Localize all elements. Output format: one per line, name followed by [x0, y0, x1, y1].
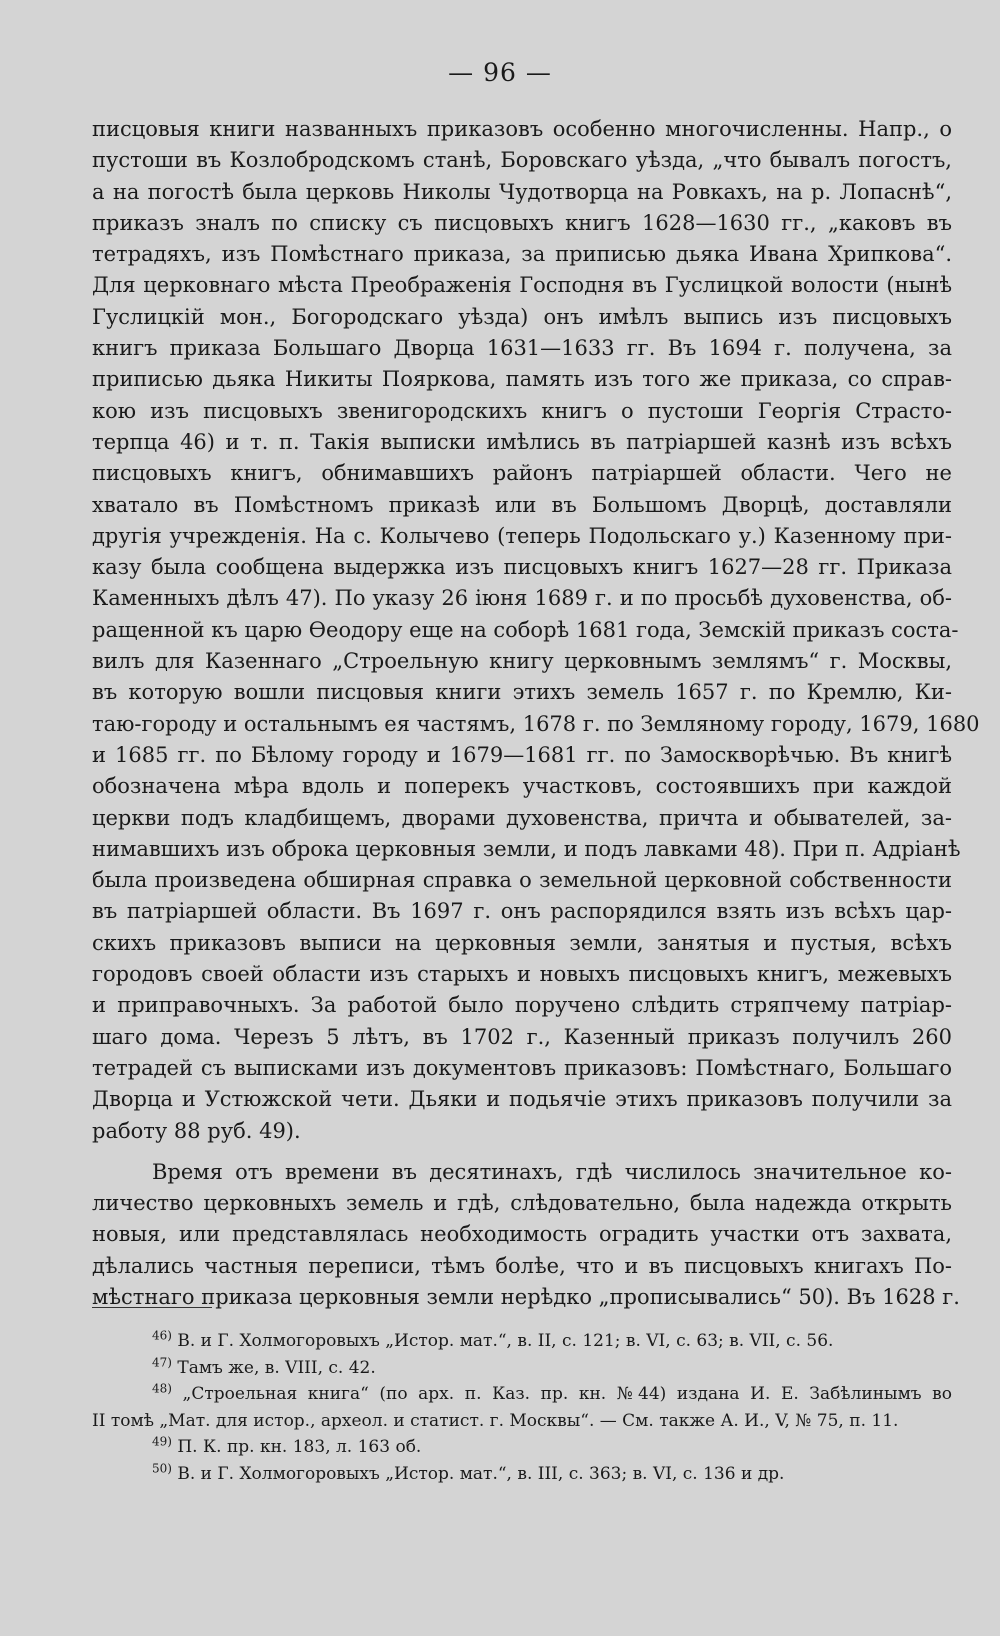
footnote-number: 46)	[152, 1328, 172, 1343]
text-line: Время отъ времени въ десятинахъ, гдѣ числилось значительное ко-	[152, 1159, 952, 1184]
footnote	[92, 1408, 952, 1435]
text-line: дѣлались частныя переписи, тѣмъ болѣе, что и въ писцовыхъ книгахъ По-	[92, 1253, 952, 1278]
text-line: тетрадяхъ, изъ Помѣстнаго приказа, за приписью дьяка Ивана Хрипкова“.	[92, 242, 952, 267]
footnote	[92, 1461, 952, 1488]
footnote-divider	[92, 1307, 212, 1308]
text-line: пустоши въ Козлобродскомъ станѣ, Боровскаго уѣзда, „что бывалъ погостъ,	[92, 148, 952, 173]
text-line: нимавшихъ изъ оброка церковныя земли, и подъ лавками 48). При п. Адріанѣ	[92, 836, 961, 861]
footnote	[92, 1434, 952, 1461]
text-line: книгъ приказа Большаго Дворца 1631—1633 гг. Въ 1694 г. получена, за	[92, 336, 952, 361]
text-line: писцовыя книги названныхъ приказовъ особенно многочисленны. Напр., о	[92, 117, 952, 141]
footnote-number: 49)	[152, 1434, 172, 1449]
page-number: — 96 —	[448, 58, 552, 87]
footnote-text: II томѣ „Мат. для истор., археол. и статист. г. Москвы“. — См. также А. И., V, № 75, п. 11.	[92, 1410, 899, 1431]
footnote-number: 48)	[152, 1381, 172, 1396]
text-line: Дворца и Устюжской чети. Дьяки и подьячіе этихъ приказовъ получили за	[92, 1087, 952, 1112]
text-line: другія учрежденія. На с. Колычево (теперь Подольскаго у.) Казенному при-	[92, 523, 952, 548]
footnote	[92, 1328, 952, 1355]
text-line: приписью дьяка Никиты Пояркова, память изъ того же приказа, со справ-	[92, 367, 952, 392]
footnote-text: В. и Г. Холмогоровыхъ „Истор. мат.“, в. III, с. 363; в. VI, с. 136 и др.	[177, 1463, 785, 1484]
footnote-number: 50)	[152, 1460, 172, 1475]
main-text	[92, 114, 980, 1313]
text-line: писцовыхъ книгъ, обнимавшихъ районъ патріаршей области. Чего не	[92, 461, 952, 486]
text-line: Для церковнаго мѣста Преображенія Господня въ Гуслицкой волости (нынѣ	[92, 273, 952, 298]
footnote	[92, 1355, 952, 1382]
text-line: терпца 46) и т. п. Такія выписки имѣлись въ патріаршей казнѣ изъ всѣхъ	[92, 429, 952, 454]
text-line: шаго дома. Черезъ 5 лѣтъ, въ 1702 г., Казенный приказъ получилъ 260	[92, 1024, 952, 1049]
text-line: личество церковныхъ земель и гдѣ, слѣдовательно, была надежда открыть	[92, 1191, 952, 1216]
text-line: была произведена обширная справка о земельной церковной собственности	[92, 868, 952, 893]
footnote-text: „Строельная книга“ (по арх. п. Каз. пр. кн. №44) издана И. Е. Забѣлинымъ во	[182, 1384, 952, 1404]
text-line: хватало въ Помѣстномъ приказѣ или въ Большомъ Дворцѣ, доставляли	[92, 492, 952, 517]
text-line: тетрадей съ выписками изъ документовъ приказовъ: Помѣстнаго, Большаго	[92, 1055, 952, 1080]
text-line: вилъ для Казеннаго „Строельную книгу церковнымъ землямъ“ г. Москвы,	[92, 649, 952, 674]
text-line: въ которую вошли писцовыя книги этихъ земель 1657 г. по Кремлю, Ки-	[92, 680, 952, 705]
text-line: церкви подъ кладбищемъ, дворами духовенства, причта и обывателей, за-	[92, 805, 952, 830]
footnote	[92, 1381, 952, 1408]
text-line: Гуслицкій мон., Богородскаго уѣзда) онъ имѣлъ выпись изъ писцовыхъ	[92, 304, 952, 329]
footnote-text: В. и Г. Холмогоровыхъ „Истор. мат.“, в. II, с. 121; в. VI, с. 63; в. VII, с. 56.	[177, 1331, 834, 1351]
paragraph-1	[92, 114, 980, 1147]
footnote-number: 47)	[152, 1354, 172, 1369]
text-line: казу была сообщена выдержка изъ писцовыхъ книгъ 1627—28 гг. Приказа	[92, 555, 952, 580]
text-line: новыя, или представлялась необходимость оградить участки отъ захвата,	[92, 1222, 952, 1247]
text-line: работу 88 руб. 49).	[92, 1118, 301, 1143]
text-line: кою изъ писцовыхъ звенигородскихъ книгъ о пустоши Георгія Страсто-	[92, 398, 952, 423]
footnotes	[92, 1328, 952, 1487]
text-line: а на погостѣ была церковь Николы Чудотворца на Ровкахъ, на р. Лопаснѣ“,	[92, 179, 952, 204]
text-line: и 1685 гг. по Бѣлому городу и 1679—1681 гг. по Замоскворѣчью. Въ книгѣ	[92, 742, 952, 767]
paragraph-2	[92, 1157, 960, 1313]
text-line: скихъ приказовъ выписи на церковныя земли, занятыя и пустыя, всѣхъ	[92, 930, 952, 955]
text-line: приказъ зналъ по списку съ писцовыхъ книгъ 1628—1630 гг., „каковъ въ	[92, 210, 952, 235]
text-line: мѣстнаго приказа церковныя земли нерѣдко „прописывались“ 50). Въ 1628 г.	[92, 1284, 960, 1309]
text-line: ращенной къ царю Ѳеодору еще на соборѣ 1681 года, Земскій приказъ соста-	[92, 617, 959, 642]
footnote-text: Тамъ же, в. VIII, с. 42.	[177, 1357, 376, 1378]
text-line: таю-городу и остальнымъ ея частямъ, 1678 г. по Земляному городу, 1679, 1680	[92, 711, 980, 736]
text-line: въ патріаршей области. Въ 1697 г. онъ распорядился взять изъ всѣхъ цар-	[92, 899, 952, 924]
text-line: городовъ своей области изъ старыхъ и новыхъ писцовыхъ книгъ, межевыхъ	[92, 962, 952, 987]
text-line: обозначена мѣра вдоль и поперекъ участковъ, состоявшихъ при каждой	[92, 774, 952, 799]
text-line: Каменныхъ дѣлъ 47). По указу 26 іюня 1689 г. и по просьбѣ духовенства, об-	[92, 586, 952, 611]
text-line: и приправочныхъ. За работой было поручено слѣдить стряпчему патріар-	[92, 993, 952, 1018]
footnote-text: П. К. пр. кн. 183, л. 163 об.	[177, 1437, 422, 1457]
